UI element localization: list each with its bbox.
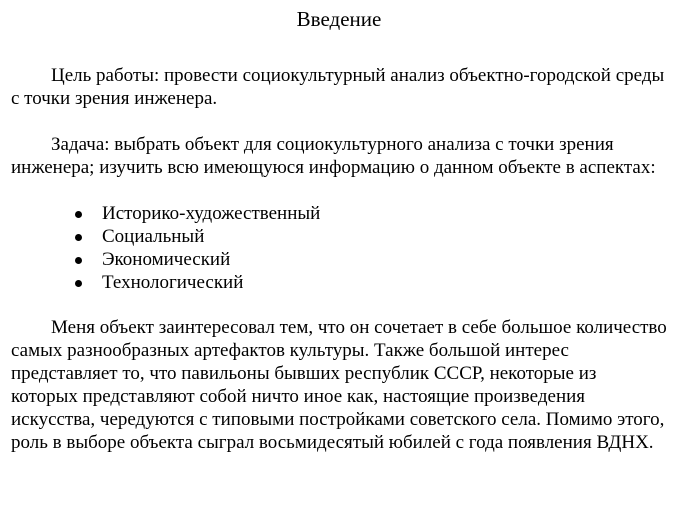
list-item: [75, 271, 667, 294]
aspects-list: [11, 202, 667, 294]
bullet-icon: [75, 211, 82, 218]
task-paragraph: Задача: выбрать объект для социокультурного анализа с точки зрения инженера; изучить всю имеющуюся информацию о данном объекте в аспектах:: [11, 134, 656, 178]
document-title: Введение: [296, 7, 382, 31]
aspect-label: Технологический: [102, 272, 244, 293]
bullet-icon: [75, 257, 82, 264]
goal-paragraph: Цель работы: провести социокультурный анализ объектно-городской среды с точки зрения инженера.: [11, 65, 665, 109]
motivation-paragraph: Меня объект заинтересовал тем, что он сочетает в себе большое количество самых разнообразных артефактов культуры. Также большой интерес представляет то, что павильоны бывших республик СССР, некоторые из которых представляют собой ничто иное как, настоящие произведения искусства, чередуются с типовыми постройками советского села. Помимо этого, роль в выборе объекта сыграл восьмидесятый юбилей с года появления ВДНХ.: [11, 317, 667, 453]
list-item: [75, 225, 667, 248]
aspect-label: Социальный: [102, 226, 205, 247]
list-item: [75, 248, 667, 271]
aspect-label: Экономический: [102, 249, 231, 270]
bullet-icon: [75, 234, 82, 241]
list-item: [75, 202, 667, 225]
bullet-icon: [75, 280, 82, 287]
aspect-label: Историко-художественный: [102, 203, 321, 224]
